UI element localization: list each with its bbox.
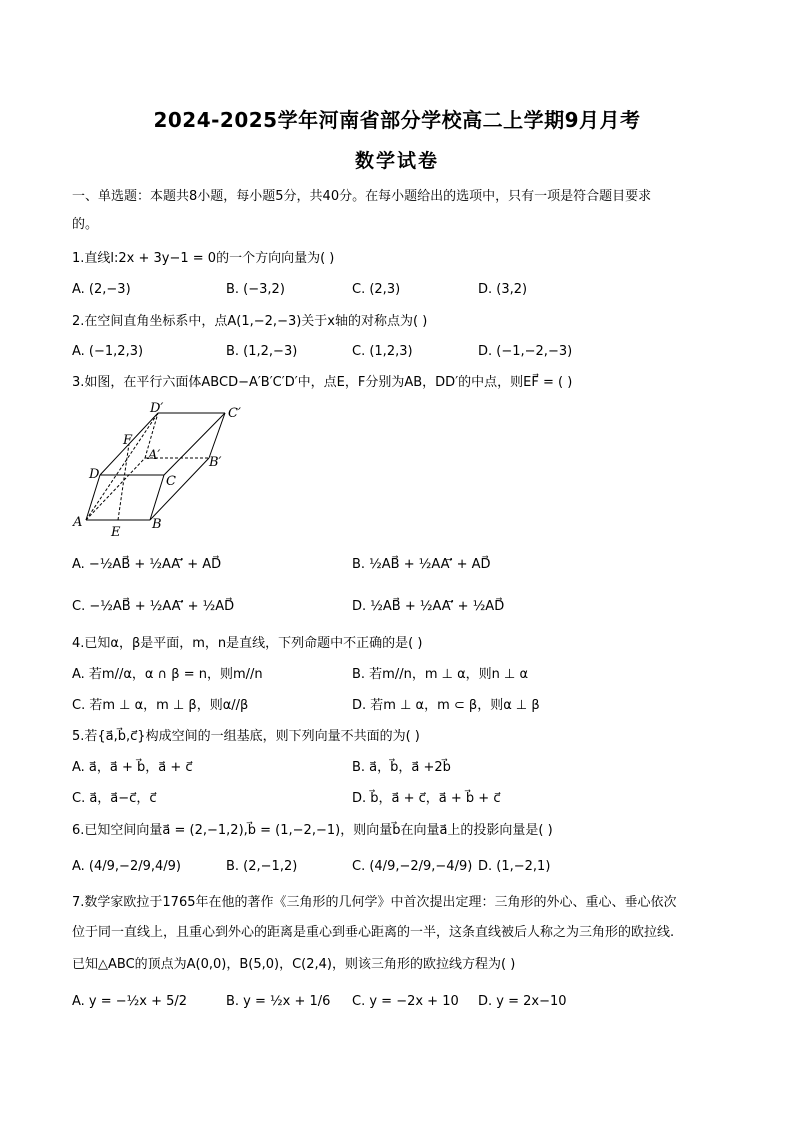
figure-label-b: B bbox=[152, 517, 162, 532]
section-heading-cont: 的。 bbox=[72, 217, 99, 232]
question-5-stem: 5.若{a⃗,b⃗,c⃗}构成空间的一组基底，则下列向量不共面的为( ) bbox=[72, 729, 420, 744]
figure-label-bprime: B′ bbox=[209, 455, 222, 470]
question-6-option-b[interactable]: B. (2,−1,2) bbox=[226, 859, 298, 874]
question-4-option-a[interactable]: A. 若m//α，α ∩ β = n，则m//n bbox=[72, 667, 263, 682]
question-3-option-b[interactable]: B. ½AB⃗ + ½AA′⃗ + AD⃗ bbox=[352, 557, 491, 572]
question-5-option-d[interactable]: D. b⃗，a⃗ + c⃗，a⃗ + b⃗ + c⃗ bbox=[352, 791, 501, 806]
question-6-stem: 6.已知空间向量a⃗ = (2,−1,2),b⃗ = (1,−2,−1)，则向量b⃗在向量a⃗上的投影向量是( ) bbox=[72, 823, 553, 838]
parallelepiped-figure bbox=[68, 400, 258, 540]
question-7-option-c[interactable]: C. y = −2x + 10 bbox=[352, 994, 459, 1009]
question-4-option-b[interactable]: B. 若m//n，m ⊥ α，则n ⊥ α bbox=[352, 667, 529, 682]
exam-title: 2024-2025学年河南省部分学校高二上学期9月月考 bbox=[153, 108, 641, 132]
question-7-option-b[interactable]: B. y = ½x + 1/6 bbox=[226, 994, 331, 1009]
question-6-option-c[interactable]: C. (4/9,−2/9,−4/9) bbox=[352, 859, 473, 874]
figure-label-c: C bbox=[166, 474, 176, 489]
question-7-option-d[interactable]: D. y = 2x−10 bbox=[478, 994, 567, 1009]
question-1-stem: 1.直线l:2x + 3y−1 = 0的一个方向向量为( ) bbox=[72, 251, 335, 266]
question-7-stem-line1: 7.数学家欧拉于1765年在他的著作《三角形的几何学》中首次提出定理：三角形的外心、重心、垂心依次 bbox=[72, 895, 677, 910]
question-7-stem-line2: 位于同一直线上，且重心到外心的距离是重心到垂心距离的一半，这条直线被后人称之为三角形的欧拉线. bbox=[72, 925, 675, 940]
question-1-option-c[interactable]: C. (2,3) bbox=[352, 282, 401, 297]
question-2-option-d[interactable]: D. (−1,−2,−3) bbox=[478, 344, 573, 359]
question-6-option-a[interactable]: A. (4/9,−2/9,4/9) bbox=[72, 859, 181, 874]
question-4-option-c[interactable]: C. 若m ⊥ α，m ⊥ β，则α//β bbox=[72, 698, 249, 713]
question-3-option-a[interactable]: A. −½AB⃗ + ½AA′⃗ + AD⃗ bbox=[72, 557, 222, 572]
section-heading: 一、单选题：本题共8小题，每小题5分，共40分。在每小题给出的选项中，只有一项是符合题目要求 bbox=[72, 189, 652, 204]
question-2-option-b[interactable]: B. (1,2,−3) bbox=[226, 344, 298, 359]
question-1-option-b[interactable]: B. (−3,2) bbox=[226, 282, 285, 297]
question-5-option-c[interactable]: C. a⃗，a⃗−c⃗，c⃗ bbox=[72, 791, 157, 806]
question-4-option-d[interactable]: D. 若m ⊥ α，m ⊂ β，则α ⊥ β bbox=[352, 698, 540, 713]
question-7-option-a[interactable]: A. y = −½x + 5/2 bbox=[72, 994, 188, 1009]
question-3-option-d[interactable]: D. ½AB⃗ + ½AA′⃗ + ½AD⃗ bbox=[352, 599, 505, 614]
question-2-stem: 2.在空间直角坐标系中，点A(1,−2,−3)关于x轴的对称点为( ) bbox=[72, 314, 428, 329]
question-4-stem: 4.已知α，β是平面，m，n是直线，下列命题中不正确的是( ) bbox=[72, 636, 423, 651]
figure-label-f: F bbox=[123, 433, 133, 448]
figure-label-aprime: A′ bbox=[148, 448, 161, 463]
figure-label-a: A bbox=[73, 515, 83, 530]
question-7-stem-line3: 已知△ABC的顶点为A(0,0)，B(5,0)，C(2,4)，则该三角形的欧拉线方程为( ) bbox=[72, 957, 516, 972]
question-5-option-a[interactable]: A. a⃗，a⃗ + b⃗，a⃗ + c⃗ bbox=[72, 760, 193, 775]
exam-subtitle: 数学试卷 bbox=[354, 150, 439, 172]
question-2-option-a[interactable]: A. (−1,2,3) bbox=[72, 344, 144, 359]
question-2-option-c[interactable]: C. (1,2,3) bbox=[352, 344, 413, 359]
figure-label-cprime: C′ bbox=[228, 406, 241, 421]
question-6-option-d[interactable]: D. (1,−2,1) bbox=[478, 859, 551, 874]
figure-label-e: E bbox=[111, 525, 121, 540]
question-1-option-a[interactable]: A. (2,−3) bbox=[72, 282, 131, 297]
figure-label-d: D bbox=[89, 467, 100, 482]
question-3-option-c[interactable]: C. −½AB⃗ + ½AA′⃗ + ½AD⃗ bbox=[72, 599, 235, 614]
question-5-option-b[interactable]: B. a⃗，b⃗，a⃗ +2b⃗ bbox=[352, 760, 451, 775]
figure-label-dprime: D′ bbox=[150, 401, 164, 416]
question-1-option-d[interactable]: D. (3,2) bbox=[478, 282, 528, 297]
question-3-stem: 3.如图，在平行六面体ABCD−A′B′C′D′中，点E，F分别为AB，DD′的中点，则EF⃗ = ( ) bbox=[72, 375, 573, 390]
